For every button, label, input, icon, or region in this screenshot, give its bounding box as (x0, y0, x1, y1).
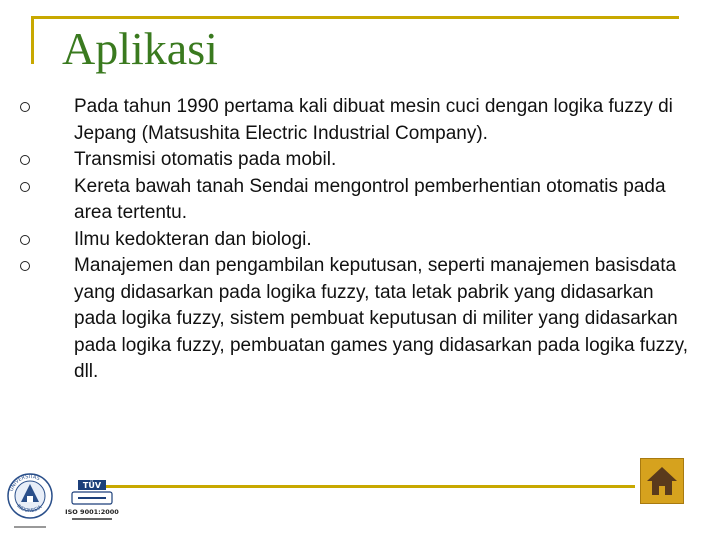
bullet-item (20, 174, 690, 227)
bullet-text: Transmisi otomatis pada mobil. (74, 149, 337, 170)
svg-text:INDONESIA: INDONESIA (15, 503, 44, 515)
home-button[interactable] (640, 458, 684, 504)
home-icon (641, 459, 683, 503)
slide-title: Aplikasi (62, 23, 218, 74)
top-border-line (31, 16, 679, 19)
bullet-item (20, 147, 690, 174)
bottom-border-line (105, 485, 635, 488)
bullet-circle-icon (20, 102, 30, 112)
bullet-circle-icon (20, 235, 30, 245)
svg-text:TÜV: TÜV (82, 481, 102, 490)
bullet-circle-icon (20, 261, 30, 271)
iso-certification-logo (64, 478, 120, 526)
bullet-text: Pada tahun 1990 pertama kali dibuat mesin cuci dengan logika fuzzy di Jepang (Matsushita Electric Industrial Company). (74, 96, 673, 144)
svg-text:UNIVERSITAS: UNIVERSITAS (8, 473, 41, 493)
bullet-text: Kereta bawah tanah Sendai mengontrol pemberhentian otomatis pada area tertentu. (74, 175, 666, 223)
bullet-item (20, 227, 690, 254)
bullet-circle-icon (20, 155, 30, 165)
bullet-item (20, 253, 690, 386)
bullet-item (20, 94, 690, 147)
bullet-text: Manajemen dan pengambilan keputusan, seperti manajemen basisdata yang didasarkan pada logika fuzzy, tata letak pabrik yang didasarkan pada logika fuzzy, sistem pembuat keputusan di militer yang didasarkan pada logika fuzzy, pembuatan games yang didasarkan pada logika fuzzy, dll. (74, 255, 689, 382)
left-border-line (31, 16, 34, 64)
university-logo (4, 466, 56, 536)
bullet-list (20, 94, 690, 386)
svg-text:ISO 9001:2000: ISO 9001:2000 (65, 508, 119, 516)
bullet-text: Ilmu kedokteran dan biologi. (74, 228, 312, 250)
bullet-circle-icon (20, 182, 30, 192)
